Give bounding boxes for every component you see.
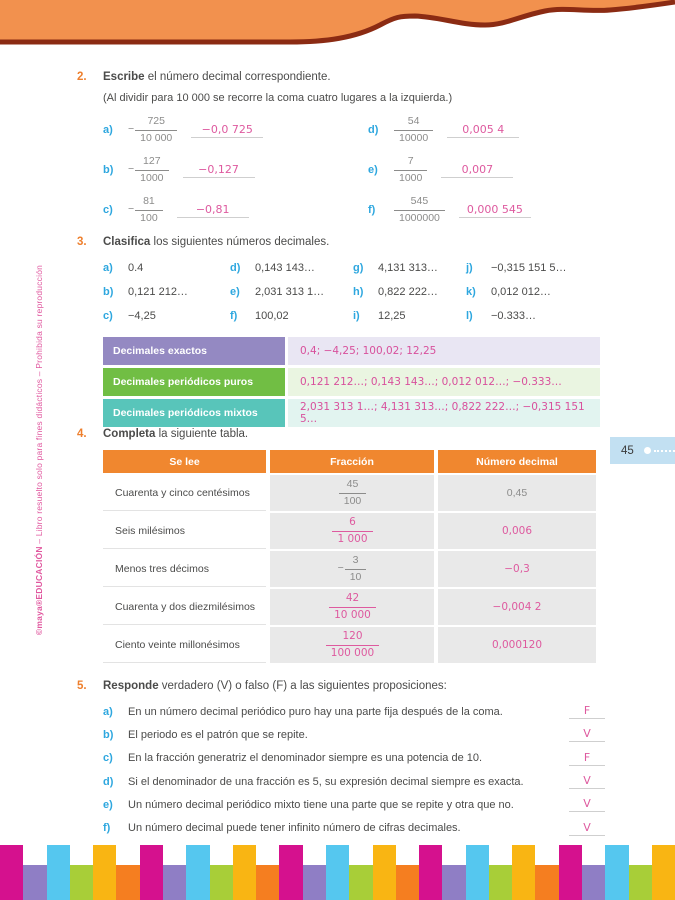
statement-row: f) Un número decimal puede tener infinito número de cifras decimales. V <box>77 816 605 839</box>
decor-bar <box>279 845 302 900</box>
exercise-2-item-f <box>342 190 531 230</box>
handwritten-answer: V <box>569 821 605 836</box>
top-wave-decoration <box>0 0 675 52</box>
statement-text: En un número decimal periódico puro hay una parte fija después de la coma. <box>128 705 503 718</box>
decor-bar <box>163 865 186 900</box>
row-header: Decimales exactos <box>103 337 285 365</box>
statement-row: e) Un número decimal periódico mixto tiene una parte que se repite y otra que no. V <box>77 793 605 816</box>
statement-text: Un número decimal puede tener infinito número de cifras decimales. <box>128 822 461 835</box>
row-header: Decimales periódicos puros <box>103 368 285 396</box>
handwritten-answer: 0,000 545 <box>459 203 531 218</box>
exercise-5 <box>77 680 605 840</box>
table-cell-decimal: −0,3 <box>438 551 596 587</box>
decor-bar <box>326 845 349 900</box>
table-cell-se-lee: Cuarenta y cinco centésimos <box>103 475 266 511</box>
statement-text: El periodo es el patrón que se repite. <box>128 728 308 741</box>
decor-bar <box>489 865 512 900</box>
exercise-4 <box>77 428 622 663</box>
badge-dot-icon <box>644 447 651 454</box>
item-letter: e) <box>368 164 378 176</box>
classification-table <box>103 337 600 427</box>
list-item: k) 0,012 012… <box>466 286 551 298</box>
decor-bar <box>466 845 489 900</box>
list-item: d) 0,143 143… <box>230 262 315 274</box>
decor-bar <box>629 865 652 900</box>
decor-bar <box>0 845 23 900</box>
statement-row: a) En un número decimal periódico puro hay una parte fija después de la coma. F <box>77 700 605 723</box>
table-cell-se-lee: Cuarenta y dos diezmilésimos <box>103 589 266 625</box>
list-item: b) 0,121 212… <box>103 286 188 298</box>
page-number: 45 <box>621 444 634 457</box>
handwritten-answer: −0,81 <box>177 203 249 218</box>
statement-text: Un número decimal periódico mixto tiene una parte que se repite y otra que no. <box>128 798 514 811</box>
item-letter: f) <box>368 204 376 216</box>
fraction: − $\frac{81}{100}$ <box>128 195 163 224</box>
exercise-4-title: 4. Completa la siguiente tabla. <box>77 428 249 440</box>
decor-bar <box>652 845 675 900</box>
handwritten-answer: V <box>569 727 605 742</box>
decor-bar <box>186 845 209 900</box>
table-cell-fraction: $\frac{6}{1 000}$ <box>270 513 434 549</box>
list-item: g) 4,131 313… <box>353 262 438 274</box>
decor-bar <box>605 845 628 900</box>
handwritten-answer: 0,4; −4,25; 100,02; 12,25 <box>288 337 600 365</box>
handwritten-answer: 0,007 <box>441 163 513 178</box>
decor-bar <box>559 845 582 900</box>
statement-row: c) En la fracción generatriz el denominador siempre es una potencia de 10. F <box>77 747 605 770</box>
fraction: − $\frac{725}{10 000}$ <box>128 115 177 144</box>
fraction: $\frac{7}{1000}$ <box>393 155 427 184</box>
table-row <box>103 399 600 427</box>
exercise-number: 3. <box>77 236 87 248</box>
table-cell-fraction: $\frac{120}{100 000}$ <box>270 627 434 663</box>
decor-bar <box>396 865 419 900</box>
list-item: e) 2,031 313 1… <box>230 286 325 298</box>
exercise-2-item-c <box>77 190 342 230</box>
handwritten-answer: −0,0 725 <box>191 123 263 138</box>
table-row <box>103 368 600 396</box>
table-cell-fraction: − $\frac{3}{10}$ <box>270 551 434 587</box>
handwritten-answer: F <box>569 751 605 766</box>
list-item: l) −0.333… <box>466 310 536 322</box>
minus-sign: − <box>128 163 135 176</box>
copyright-note: – Libro resuelto solo para fines didácticos – Prohibida su reproducción <box>34 264 44 547</box>
item-letter: a) <box>103 124 113 136</box>
decor-bar <box>70 865 93 900</box>
decor-bar <box>512 845 535 900</box>
item-letter: d) <box>368 124 379 136</box>
exercise-2-title: 2. Escribe el número decimal correspondiente. <box>77 71 331 83</box>
table-row <box>103 337 600 365</box>
table-cell-se-lee: Ciento veinte millonésimos <box>103 627 266 663</box>
statement-text: En la fracción generatriz el denominador siempre es una potencia de 10. <box>128 752 483 765</box>
exercise-2-item-a <box>77 110 342 150</box>
bottom-border-decoration <box>0 845 675 900</box>
exercise-3 <box>77 236 622 427</box>
exercise-number: 4. <box>77 428 87 440</box>
handwritten-answer: V <box>569 797 605 812</box>
decor-bar <box>303 865 326 900</box>
true-false-list <box>77 700 605 840</box>
handwritten-answer: −0,127 <box>183 163 255 178</box>
decor-bar <box>233 845 256 900</box>
table-cell-fraction: $\frac{42}{10 000}$ <box>270 589 434 625</box>
copyright-vertical-text <box>34 230 48 670</box>
table-cell-decimal: 0,006 <box>438 513 596 549</box>
decor-bar <box>23 865 46 900</box>
decor-bar <box>140 845 163 900</box>
table-cell-fraction: $\frac{45}{100}$ <box>270 475 434 511</box>
publisher-logo-text: ©maya®EDUCACIÓN <box>34 546 44 636</box>
decor-bar <box>116 865 139 900</box>
statement-row: b) El periodo es el patrón que se repite. V <box>77 723 605 746</box>
decor-bar <box>47 845 70 900</box>
decor-bar <box>93 845 116 900</box>
item-letter: b) <box>103 164 114 176</box>
decor-bar <box>535 865 558 900</box>
row-header: Decimales periódicos mixtos <box>103 399 285 427</box>
decor-bar <box>419 845 442 900</box>
exercise-2-item-e <box>342 150 531 190</box>
list-item: i) 12,25 <box>353 310 406 322</box>
table-cell-decimal: 0,000120 <box>438 627 596 663</box>
fraction: $\frac{54}{10000}$ <box>393 115 433 144</box>
list-item: c) −4,25 <box>103 310 156 322</box>
decor-bar <box>210 865 233 900</box>
exercise-number: 2. <box>77 71 87 83</box>
fraction: − $\frac{127}{1000}$ <box>128 155 169 184</box>
table-cell-decimal: 0,45 <box>438 475 596 511</box>
column-header: Se lee <box>103 450 266 473</box>
list-item: f) 100,02 <box>230 310 289 322</box>
decor-bar <box>349 865 372 900</box>
exercise-2-item-b <box>77 150 342 190</box>
statement-text: Si el denominador de una fracción es 5, su expresión decimal siempre es exacta. <box>128 775 524 788</box>
completion-table <box>103 450 600 663</box>
exercise-2 <box>77 71 622 230</box>
item-letter: c) <box>103 204 113 216</box>
exercise-2-items <box>77 110 622 230</box>
list-item: h) 0,822 222… <box>353 286 438 298</box>
decor-bar <box>442 865 465 900</box>
column-header: Fracción <box>270 450 434 473</box>
page-number-badge <box>610 437 675 464</box>
decor-bar <box>373 845 396 900</box>
decor-bar <box>582 865 605 900</box>
handwritten-answer: 0,121 212…; 0,143 143…; 0,012 012…; −0.333… <box>288 368 600 396</box>
table-cell-decimal: −0,004 2 <box>438 589 596 625</box>
table-cell-se-lee: Menos tres décimos <box>103 551 266 587</box>
minus-sign: − <box>128 203 135 216</box>
statement-row: d) Si el denominador de una fracción es 5, su expresión decimal siempre es exacta. V <box>77 770 605 793</box>
exercise-2-item-d <box>342 110 531 150</box>
handwritten-answer: 2,031 313 1…; 4,131 313…; 0,822 222…; −0,315 151 5… <box>288 399 600 427</box>
table-cell-se-lee: Seis milésimos <box>103 513 266 549</box>
handwritten-answer: V <box>569 774 605 789</box>
column-header: Número decimal <box>438 450 596 473</box>
exercise-5-title: 5. Responde verdadero (V) o falso (F) a las siguientes proposiciones: <box>77 680 447 692</box>
exercise-number: 5. <box>77 680 87 692</box>
minus-sign: − <box>128 123 135 136</box>
list-item: a) 0.4 <box>103 262 144 274</box>
handwritten-answer: 0,005 4 <box>447 123 519 138</box>
decor-bar <box>256 865 279 900</box>
fraction: $\frac{545}{1000000}$ <box>393 195 445 224</box>
list-item: j) −0,315 151 5… <box>466 262 567 274</box>
exercise-3-number-list <box>103 256 622 328</box>
handwritten-answer: F <box>569 704 605 719</box>
exercise-2-note: (Al dividir para 10 000 se recorre la coma cuatro lugares a la izquierda.) <box>103 92 453 104</box>
exercise-3-title: 3. Clasifica los siguientes números decimales. <box>77 236 330 248</box>
badge-dotted-line <box>654 450 675 452</box>
